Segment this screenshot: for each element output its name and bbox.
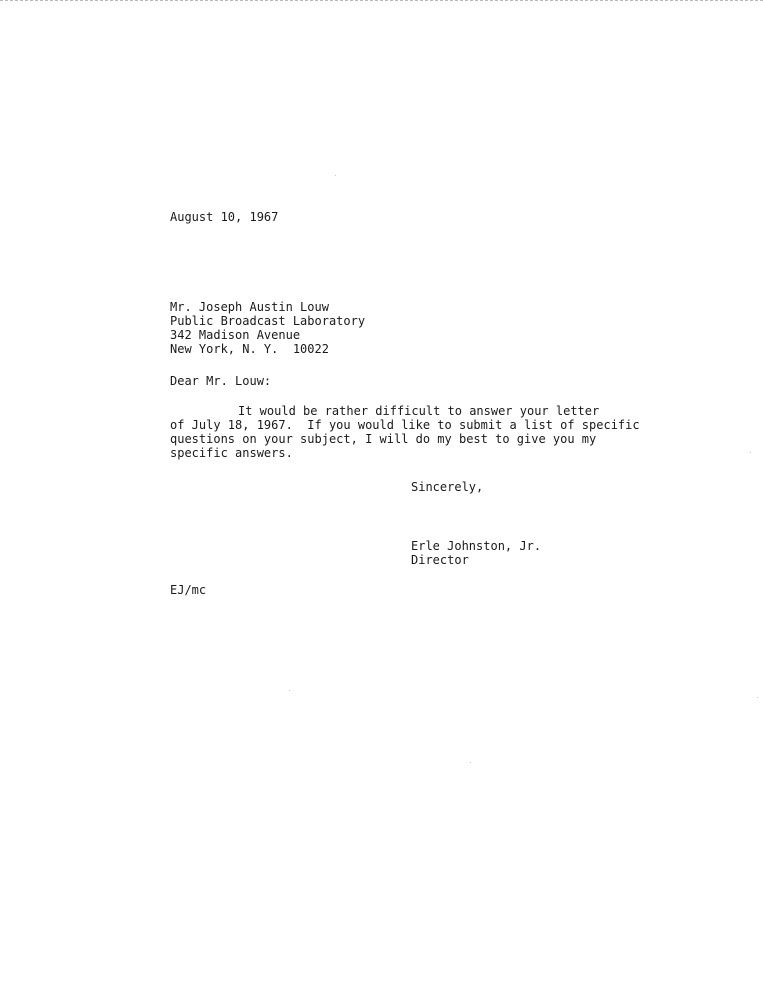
salutation: Dear Mr. Louw: bbox=[170, 374, 272, 388]
recipient-city: New York, N. Y. 10022 bbox=[170, 342, 329, 356]
reference-initials-block bbox=[170, 583, 206, 597]
recipient-name: Mr. Joseph Austin Louw bbox=[170, 300, 329, 314]
body-line: questions on your subject, I will do my best to give you my bbox=[170, 432, 597, 446]
signer-name: Erle Johnston, Jr. bbox=[411, 539, 542, 553]
signer-title: Director bbox=[411, 553, 469, 567]
signature-block bbox=[411, 539, 541, 567]
closing: Sincerely, bbox=[411, 480, 484, 494]
scan-speck bbox=[335, 175, 336, 176]
scan-speck bbox=[757, 697, 758, 698]
body-line: It would be rather difficult to answer your letter bbox=[238, 404, 600, 418]
scan-speck bbox=[750, 452, 751, 453]
scan-speck bbox=[289, 690, 290, 691]
scan-speck bbox=[470, 762, 471, 763]
reference-initials: EJ/mc bbox=[170, 583, 207, 597]
body-line: specific answers. bbox=[170, 446, 293, 460]
recipient-organization: Public Broadcast Laboratory bbox=[170, 314, 366, 328]
letter-body bbox=[170, 404, 640, 460]
recipient-street: 342 Madison Avenue bbox=[170, 328, 301, 342]
recipient-address bbox=[170, 300, 365, 356]
letter-date: August 10, 1967 bbox=[170, 210, 279, 224]
body-line: of July 18, 1967. If you would like to submit a list of specific bbox=[170, 418, 640, 432]
page-top-edge bbox=[0, 0, 763, 1]
